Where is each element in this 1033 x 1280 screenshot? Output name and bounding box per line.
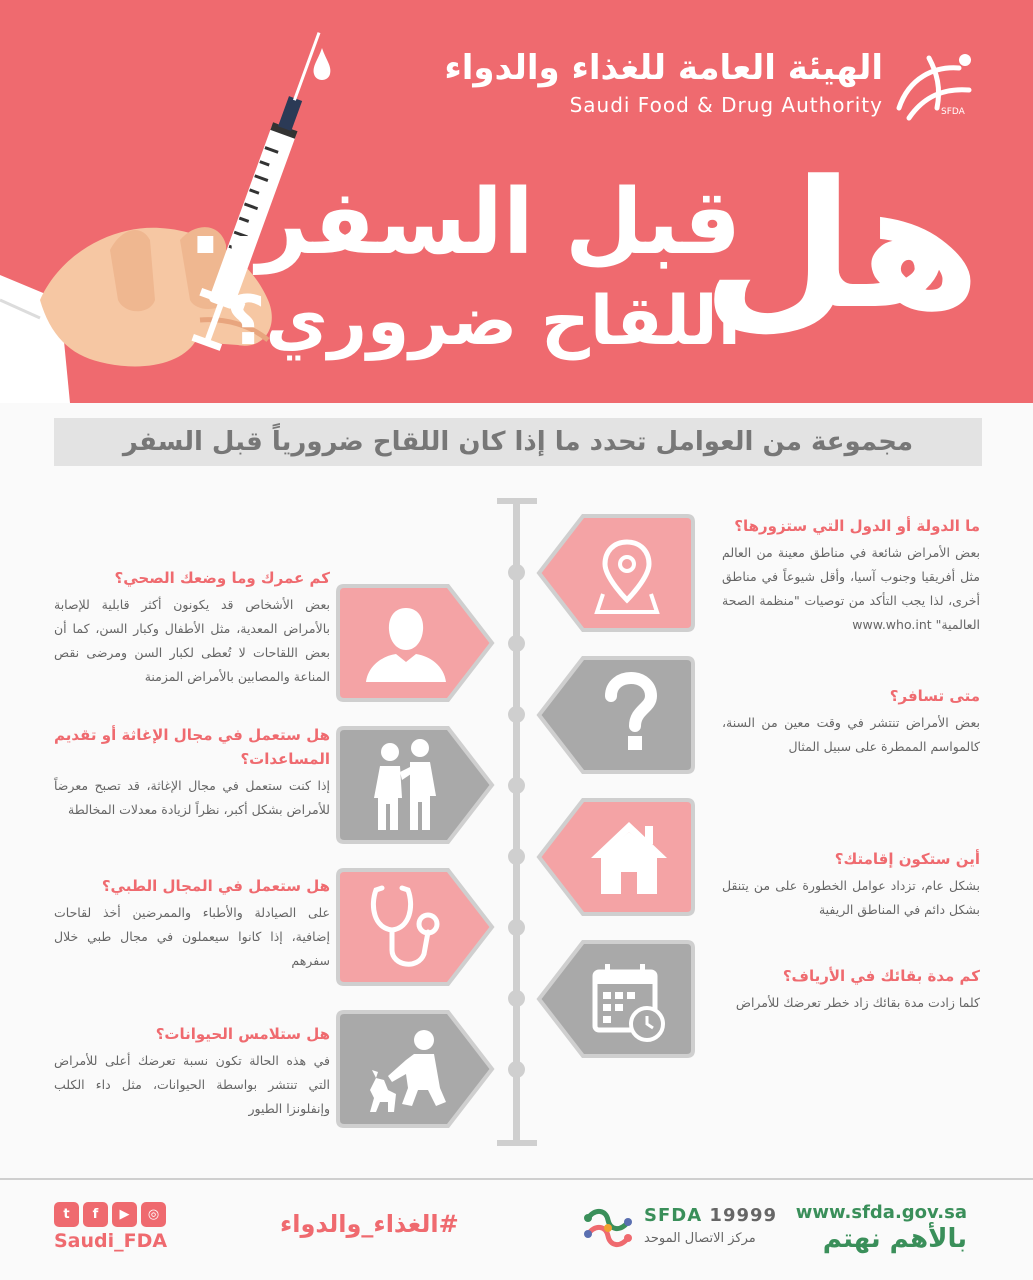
card-rural-stay	[535, 938, 695, 1060]
youtube-icon[interactable]: ▶	[112, 1202, 137, 1227]
card-medical-work	[336, 866, 496, 988]
info-travel-time	[722, 684, 980, 759]
info-destination	[722, 514, 980, 637]
info-title: هل ستعمل في مجال الإغاثة أو تقديم المساعدات؟	[54, 726, 330, 768]
info-relief-work	[54, 723, 330, 822]
info-body: كلما زادت مدة بقائك زاد خطر تعرضك للأمراض	[735, 995, 980, 1010]
hashtag: #الغذاء_والدواء	[280, 1210, 459, 1238]
card-accommodation	[535, 796, 695, 918]
title-line-2: اللقاح ضروري؟	[226, 282, 741, 361]
org-name-arabic: الهيئة العامة للغذاء والدواء	[444, 48, 883, 88]
info-body: بعض الأمراض شائعة في مناطق معينة من العالم مثل أفريقيا وجنوب آسيا، وأقل شيوعاً في مناطق أخرى، لذا يجب التأكد من توصيات "منظمة الصحة العالمية" www.who.int	[722, 545, 980, 632]
social-handle[interactable]: Saudi_FDA	[54, 1230, 168, 1252]
timeline-dot	[508, 635, 525, 652]
card-travel-time	[535, 654, 695, 776]
timeline-dot	[508, 919, 525, 936]
timeline-dot	[508, 706, 525, 723]
info-body: على الصيادلة والأطباء والممرضين أخذ لقاحات إضافية، إذا كانوا سيعملون في مجال طبي خلال سفرهم	[54, 905, 330, 968]
title-line-1: قبل السفر..	[188, 170, 741, 275]
timeline-dot	[508, 1061, 525, 1078]
sfda-logo-icon	[889, 48, 981, 126]
subtitle-banner	[54, 418, 982, 466]
info-medical-work	[54, 874, 330, 973]
card-destination	[535, 512, 695, 634]
info-body: بعض الأمراض تنتشر في وقت معين من السنة، كالمواسم الممطرة على سبيل المثال	[722, 715, 980, 754]
org-name-english: Saudi Food & Drug Authority	[569, 93, 883, 117]
info-title: متى تسافر؟	[889, 687, 980, 705]
instagram-icon[interactable]: ◎	[141, 1202, 166, 1227]
timeline-dot	[508, 777, 525, 794]
header-banner	[0, 0, 1033, 403]
footer-divider	[0, 1178, 1033, 1180]
info-title: كم عمرك وما وضعك الصحي؟	[114, 569, 330, 587]
social-icons	[54, 1202, 166, 1227]
timeline-line	[513, 498, 520, 1146]
call-center-brand: SFDA	[644, 1205, 703, 1226]
call-center-digits: 19999	[709, 1205, 778, 1226]
info-body: في هذه الحالة تكون نسبة تعرضك أعلى للأمراض التي تنتشر بواسطة الحيوانات، مثل داء الكلب وإنفلونزا الطيور	[54, 1053, 330, 1116]
timeline-cap-bottom	[497, 1140, 537, 1146]
call-center-label: مركز الاتصال الموحد	[644, 1231, 756, 1246]
card-relief-work	[336, 724, 496, 846]
card-age-health	[336, 582, 496, 704]
title-question-word: هل	[701, 143, 981, 348]
call-center-logo-icon	[580, 1198, 636, 1254]
info-body: إذا كنت ستعمل في مجال الإغاثة، قد تصبح معرضاً للأمراض بشكل أكبر، نظراً لزيادة معدلات المخالطة	[54, 778, 330, 817]
info-title: ما الدولة أو الدول التي ستزورها؟	[734, 517, 980, 535]
info-age-health	[54, 566, 330, 689]
timeline-dot	[508, 564, 525, 581]
call-center-number	[644, 1205, 777, 1226]
info-title: كم مدة بقائك في الأرياف؟	[782, 967, 980, 985]
info-rural-stay	[722, 964, 980, 1015]
timeline-dot	[508, 990, 525, 1007]
card-animal-contact	[336, 1008, 496, 1130]
timeline-cap-top	[497, 498, 537, 504]
timeline-dot	[508, 848, 525, 865]
subtitle-text: مجموعة من العوامل تحدد ما إذا كان اللقاح ضرورياً قبل السفر	[122, 427, 914, 457]
info-body: بعض الأشخاص قد يكونون أكثر قابلية للإصابة بالأمراض المعدية، مثل الأطفال وكبار السن، كما أن بعض اللقاحات لا تُعطى لكبار السن ومرضى نقص المناعة والمصابين بالأمراض المزمنة	[54, 597, 330, 684]
info-title: أين ستكون إقامتك؟	[834, 850, 980, 868]
info-animal-contact	[54, 1022, 330, 1121]
website-link[interactable]: www.sfda.gov.sa	[795, 1202, 967, 1223]
facebook-icon[interactable]: f	[83, 1202, 108, 1227]
info-accommodation	[722, 847, 980, 922]
sfda-logo-text: SFDA	[941, 107, 965, 117]
info-title: هل ستعمل في المجال الطبي؟	[101, 877, 330, 895]
twitter-icon[interactable]: t	[54, 1202, 79, 1227]
slogan: بالأهم نهتم	[822, 1224, 967, 1254]
info-body: بشكل عام، تزداد عوامل الخطورة على من يتنقل بشكل دائم في المناطق الريفية	[722, 878, 980, 917]
info-title: هل ستلامس الحيوانات؟	[155, 1025, 330, 1043]
